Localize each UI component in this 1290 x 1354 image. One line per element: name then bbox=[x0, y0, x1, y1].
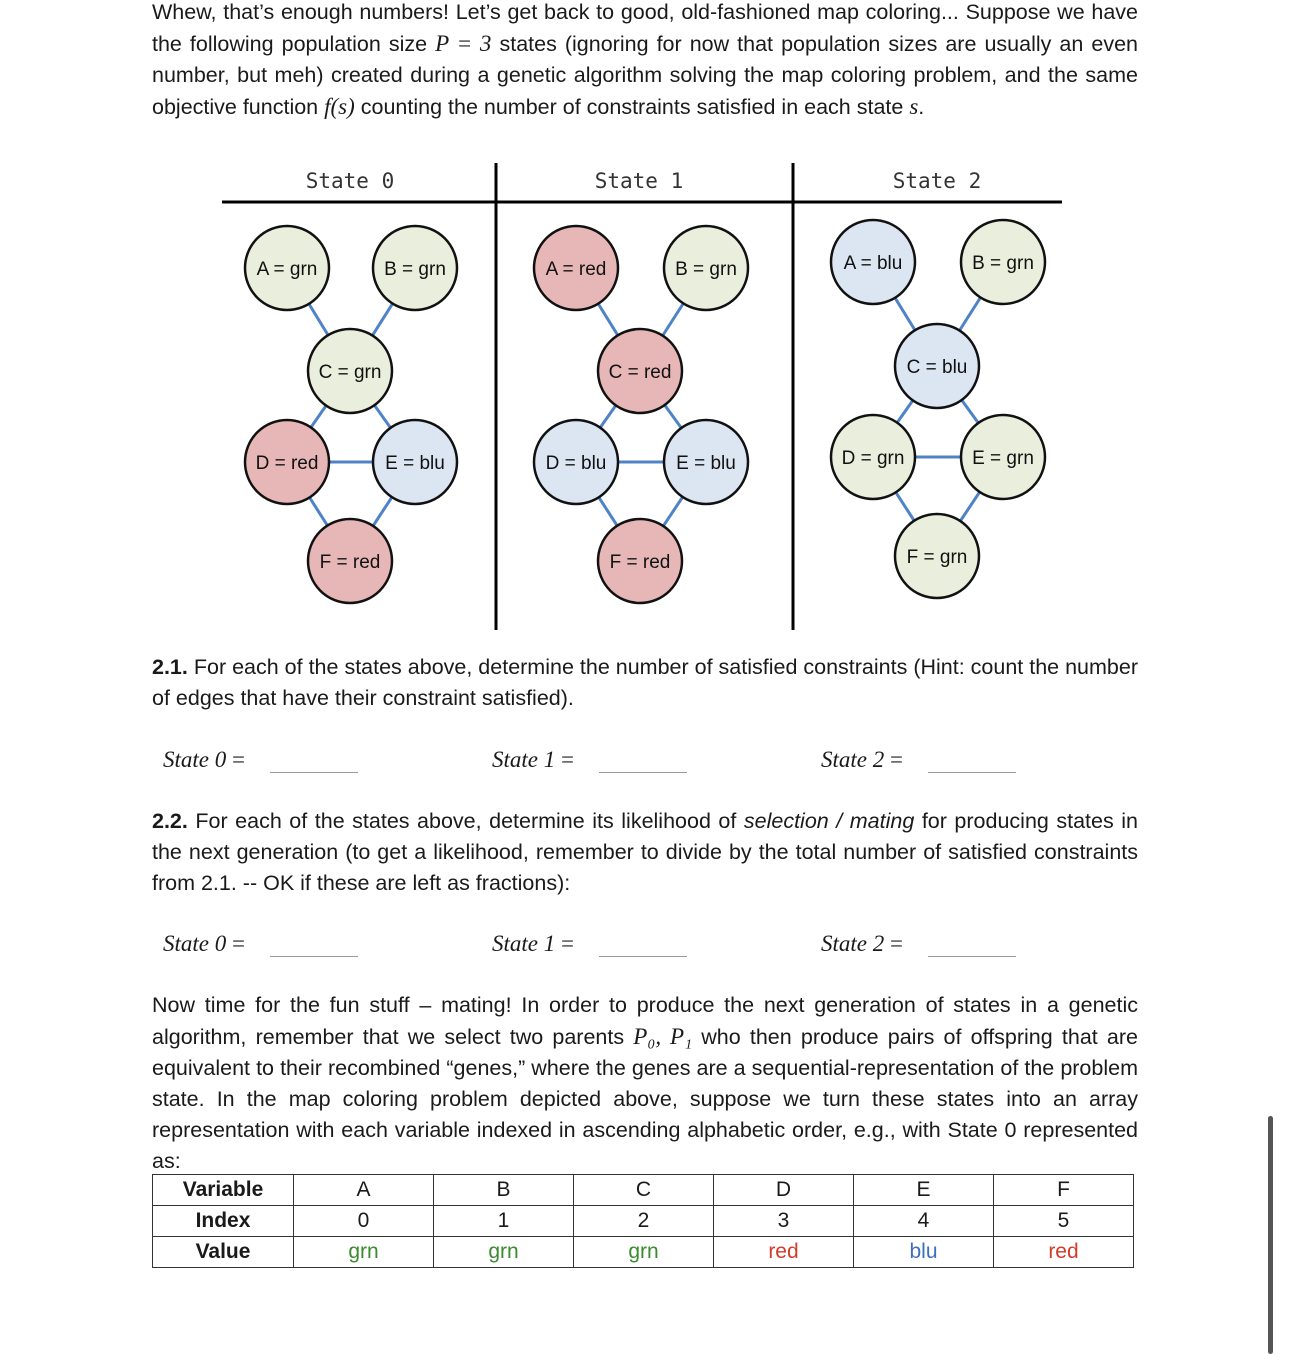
question-2-1-text: For each of the states above, determine the number of satisfied constraints (Hint: count the number of edges that have their constraint satisfied). bbox=[152, 655, 1138, 710]
state-0-graph bbox=[245, 226, 457, 603]
answer-2-2-blank-1[interactable] bbox=[599, 956, 687, 957]
objective-function-expr: f(s) bbox=[324, 94, 355, 119]
question-2-2 bbox=[152, 806, 1138, 899]
node-label: C = grn bbox=[318, 362, 382, 383]
node-label: C = red bbox=[608, 362, 672, 383]
node-f bbox=[895, 514, 979, 598]
question-2-2-text-1: For each of the states above, determine its likelihood of bbox=[187, 809, 744, 833]
node-label: F = red bbox=[319, 552, 381, 573]
table-cell: B bbox=[434, 1175, 574, 1206]
state-2-title: State 2 bbox=[892, 169, 982, 193]
answer-2-1-blank-2[interactable] bbox=[928, 772, 1016, 773]
node-label: D = red bbox=[255, 453, 319, 474]
answer-2-1-state-2: State 2 = bbox=[821, 747, 903, 772]
node-c bbox=[308, 329, 392, 413]
node-d bbox=[245, 420, 329, 504]
node-label: D = blu bbox=[545, 453, 607, 474]
mating-paragraph bbox=[152, 990, 1138, 1177]
mating-text-2: who then produce pairs of offspring that are equivalent to their recombined “genes,” where the genes are a sequential-representation of the problem state. In the map coloring problem depicted above, suppose we turn these states into an array representation with each variable indexed in ascending alphabetic order, e.g., with State 0 represented as: bbox=[152, 1025, 1139, 1173]
state-graphs-diagram bbox=[0, 0, 1290, 640]
table-cell: F bbox=[994, 1175, 1134, 1206]
table-cell: 2 bbox=[574, 1206, 714, 1237]
node-e bbox=[961, 415, 1045, 499]
question-2-2-number: 2.2. bbox=[152, 809, 188, 833]
table-cell-value: grn bbox=[434, 1237, 574, 1268]
node-label: F = red bbox=[609, 552, 671, 573]
node-label: B = grn bbox=[384, 259, 446, 280]
node-label: E = blu bbox=[676, 453, 736, 474]
table-row-value bbox=[153, 1237, 1134, 1268]
node-label: E = blu bbox=[385, 453, 445, 474]
intro-text-1: Whew, that’s enough numbers! Let’s get back to good, old-fashioned map coloring... Suppose we have the following population size bbox=[152, 0, 1138, 56]
mating-text-1: Now time for the fun stuff – mating! In order to produce the next generation of states in a genetic algorithm, remember that we select two parents bbox=[152, 993, 1138, 1049]
answer-2-2-state-1: State 1 = bbox=[492, 931, 574, 956]
vertical-scrollbar[interactable] bbox=[1268, 1116, 1273, 1354]
node-label: A = red bbox=[545, 259, 607, 280]
node-a bbox=[534, 226, 618, 310]
node-label: A = blu bbox=[843, 253, 903, 274]
node-label: D = grn bbox=[841, 448, 905, 469]
question-2-2-text-2: for producing states in the next generation (to get a likelihood, remember to divide by the total number of satisfied constraints from 2.1. -- OK if these are left as fractions): bbox=[152, 809, 1138, 895]
node-e bbox=[664, 420, 748, 504]
answer-2-1-blank-0[interactable] bbox=[270, 772, 358, 773]
node-label: A = grn bbox=[256, 259, 318, 280]
table-cell-value: blu bbox=[854, 1237, 994, 1268]
gene-representation-table bbox=[152, 1174, 1134, 1268]
table-cell: A bbox=[294, 1175, 434, 1206]
answer-2-2-state-2: State 2 = bbox=[821, 931, 903, 956]
node-e bbox=[373, 420, 457, 504]
node-b bbox=[961, 220, 1045, 304]
table-cell: 5 bbox=[994, 1206, 1134, 1237]
node-d bbox=[831, 415, 915, 499]
table-cell: D bbox=[714, 1175, 854, 1206]
answer-2-1-blank-1[interactable] bbox=[599, 772, 687, 773]
population-size-expr: P = 3 bbox=[435, 31, 492, 56]
table-cell: E bbox=[854, 1175, 994, 1206]
node-label: B = grn bbox=[675, 259, 737, 280]
node-a bbox=[245, 226, 329, 310]
table-cell: C bbox=[574, 1175, 714, 1206]
question-2-2-emphasis: selection / mating bbox=[743, 809, 915, 833]
state-1-title: State 1 bbox=[594, 169, 684, 193]
answer-2-1-state-0: State 0 = bbox=[163, 747, 245, 772]
table-cell: 0 bbox=[294, 1206, 434, 1237]
row-header-index: Index bbox=[153, 1206, 294, 1237]
parents-expr: P₀, P₁ bbox=[633, 1024, 693, 1049]
answer-2-2-blank-0[interactable] bbox=[270, 956, 358, 957]
node-c bbox=[895, 324, 979, 408]
node-label: B = grn bbox=[972, 253, 1034, 274]
node-label: F = grn bbox=[906, 547, 968, 568]
node-c bbox=[598, 329, 682, 413]
table-cell: 4 bbox=[854, 1206, 994, 1237]
question-2-1-number: 2.1. bbox=[152, 655, 188, 679]
row-header-variable: Variable bbox=[153, 1175, 294, 1206]
node-f bbox=[308, 519, 392, 603]
node-f bbox=[598, 519, 682, 603]
answers-2-1 bbox=[0, 745, 1290, 785]
table-row-index bbox=[153, 1206, 1134, 1237]
intro-text-end: . bbox=[918, 95, 925, 119]
state-0-title: State 0 bbox=[305, 169, 395, 193]
answer-2-1-state-1: State 1 = bbox=[492, 747, 574, 772]
answer-2-2-state-0: State 0 = bbox=[163, 931, 245, 956]
node-d bbox=[534, 420, 618, 504]
state-variable: s bbox=[909, 94, 919, 119]
question-2-1 bbox=[152, 652, 1138, 714]
answer-2-2-blank-2[interactable] bbox=[928, 956, 1016, 957]
table-cell: 1 bbox=[434, 1206, 574, 1237]
node-b bbox=[373, 226, 457, 310]
table-cell-value: red bbox=[994, 1237, 1134, 1268]
table-row-variable bbox=[153, 1175, 1134, 1206]
node-label: E = grn bbox=[972, 448, 1034, 469]
state-1-graph bbox=[534, 226, 748, 603]
node-a bbox=[831, 220, 915, 304]
intro-text-2: states (ignoring for now that population sizes are usually an even number, but meh) created during a genetic algorithm solving the map coloring problem, and the same objective function bbox=[152, 32, 1138, 119]
row-header-value: Value bbox=[153, 1237, 294, 1268]
node-label: C = blu bbox=[906, 357, 968, 378]
intro-text-3: counting the number of constraints satisfied in each state bbox=[354, 95, 910, 119]
table-cell-value: grn bbox=[294, 1237, 434, 1268]
node-b bbox=[664, 226, 748, 310]
table-cell-value: red bbox=[714, 1237, 854, 1268]
table-cell: 3 bbox=[714, 1206, 854, 1237]
answers-2-2 bbox=[0, 929, 1290, 969]
table-cell-value: grn bbox=[574, 1237, 714, 1268]
state-2-graph bbox=[831, 220, 1045, 598]
